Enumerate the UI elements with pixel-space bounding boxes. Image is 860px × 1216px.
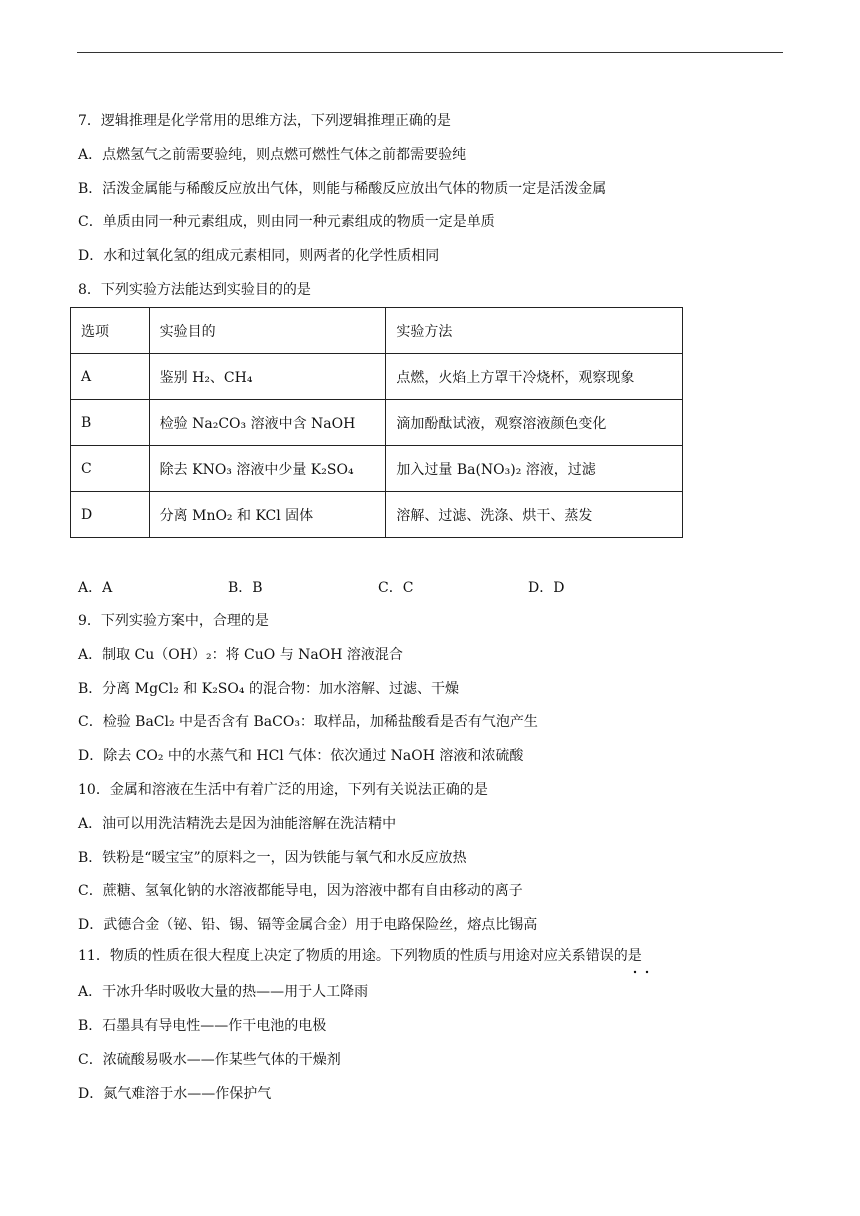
q9-option-a: A．制取 Cu（OH）₂：将 CuO 与 NaOH 溶液混合 [78, 647, 403, 663]
q11-option-a: A．干冰升华时吸收大量的热——用于人工降雨 [78, 984, 369, 1000]
row-purpose: 分离 MnO₂ 和 KCl 固体 [149, 492, 386, 538]
q10-stem: 10．金属和溶液在生活中有着广泛的用途，下列有关说法正确的是 [78, 782, 488, 798]
row-purpose: 鉴别 H₂、CH₄ [149, 354, 386, 400]
row-option: D [71, 492, 150, 538]
q9-option-d: D．除去 CO₂ 中的水蒸气和 HCl 气体：依次通过 NaOH 溶液和浓硫酸 [78, 748, 524, 764]
row-method: 加入过量 Ba(NO₃)₂ 溶液，过滤 [386, 446, 683, 492]
q8-table [70, 307, 683, 538]
q10-option-d: D．武德合金（铋、铅、锡、镉等金属合金）用于电路保险丝，熔点比锡高 [78, 917, 538, 933]
q7-option-a: A．点燃氢气之前需要验纯，则点燃可燃性气体之前都需要验纯 [78, 147, 467, 163]
header-method: 实验方法 [386, 308, 683, 354]
q9-option-c: C．检验 BaCl₂ 中是否含有 BaCO₃：取样品，加稀盐酸看是否有气泡产生 [78, 714, 538, 730]
q8-stem: 8．下列实验方法能达到实验目的的是 [78, 282, 311, 298]
row-option: C [71, 446, 150, 492]
q8-answer-d: D．D [528, 580, 565, 596]
emphasis-dots-icon [632, 969, 652, 975]
table-row [71, 446, 683, 492]
table-row [71, 492, 683, 538]
q7-option-c: C．单质由同一种元素组成，则由同一种元素组成的物质一定是单质 [78, 214, 495, 230]
q10-option-c: C．蔗糖、氢氧化钠的水溶液都能导电，因为溶液中都有自由移动的离子 [78, 883, 523, 899]
q10-option-b: B．铁粉是“暖宝宝”的原料之一，因为铁能与氧气和水反应放热 [78, 850, 467, 866]
q10-option-a: A．油可以用洗洁精洗去是因为油能溶解在洗洁精中 [78, 816, 397, 832]
header-option: 选项 [71, 308, 150, 354]
q8-answer-a: A．A [78, 580, 113, 596]
table-row [71, 400, 683, 446]
q11-stem: 11．物质的性质在很大程度上决定了物质的用途。下列物质的性质与用途对应关系错误的是 [78, 948, 642, 964]
q9-option-b: B．分离 MgCl₂ 和 K₂SO₄ 的混合物：加水溶解、过滤、干燥 [78, 681, 459, 697]
q11-option-d: D．氮气难溶于水——作保护气 [78, 1086, 272, 1102]
row-option: B [71, 400, 150, 446]
q7-stem: 7．逻辑推理是化学常用的思维方法，下列逻辑推理正确的是 [78, 113, 451, 129]
row-method: 滴加酚酞试液，观察溶液颜色变化 [386, 400, 683, 446]
q8-answer-b: B．B [228, 580, 263, 596]
table-row [71, 354, 683, 400]
q9-stem: 9．下列实验方案中，合理的是 [78, 613, 269, 629]
row-method: 点燃，火焰上方罩干冷烧杯，观察现象 [386, 354, 683, 400]
q11-option-c: C．浓硫酸易吸水——作某些气体的干燥剂 [78, 1052, 341, 1068]
q7-option-d: D．水和过氧化氢的组成元素相同，则两者的化学性质相同 [78, 248, 440, 264]
row-option: A [71, 354, 150, 400]
q7-option-b: B．活泼金属能与稀酸反应放出气体，则能与稀酸反应放出气体的物质一定是活泼金属 [78, 181, 607, 197]
row-purpose: 除去 KNO₃ 溶液中少量 K₂SO₄ [149, 446, 386, 492]
header-rule [77, 52, 783, 53]
header-purpose: 实验目的 [149, 308, 386, 354]
q8-answer-options [0, 578, 860, 598]
table-header-row [71, 308, 683, 354]
row-purpose: 检验 Na₂CO₃ 溶液中含 NaOH [149, 400, 386, 446]
q11-option-b: B．石墨具有导电性——作干电池的电极 [78, 1018, 327, 1034]
emphasis-dots [632, 963, 652, 969]
row-method: 溶解、过滤、洗涤、烘干、蒸发 [386, 492, 683, 538]
q8-answer-c: C．C [378, 580, 414, 596]
